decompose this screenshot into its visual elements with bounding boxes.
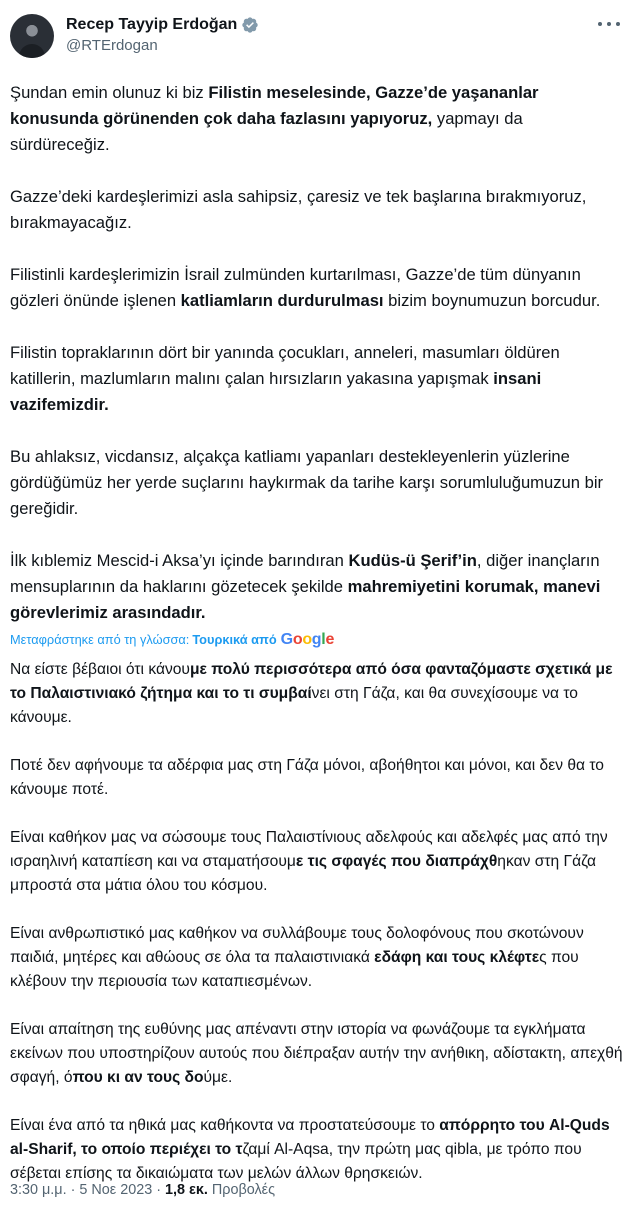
text-run: mahremiyetini korumak, manevi görevlerimiz arasındadır. [10,577,601,622]
text-run: ς που κλέβουν την περιουσία των καταπιεσμένων. [10,949,579,990]
text-run: Είναι καθήκον μας να σώσουμε τους Παλαιστίνιους αδελφούς και αδελφές μας από την ισραηλινή καταπίεση και να σταματήσουμ [10,829,608,870]
verified-badge-icon[interactable] [241,16,259,34]
text-run: Είναι ένα από τα ηθικά μας καθήκοντα να προστατεύσουμε το [10,1117,440,1134]
text-run: ύμε. [203,1069,233,1086]
paragraph [10,262,624,314]
text-run: ε τις σφαγές που διαπράχθ [295,853,498,870]
paragraph [10,340,624,418]
translation-note[interactable] [10,630,630,650]
paragraph [10,826,630,898]
text-run: απόρρητο του Al-Quds al-Sharif, το οποίο περιέχει το τ [10,1117,610,1158]
text-run: yapmayı da sürdüreceğiz. [10,109,523,154]
text-run: Είναι ανθρωπιστικό μας καθήκον να συλλάβουμε τους δολοφόνους που σκοτώνουν παιδιά, μητέρες και αθώους σε όλα τα παλαιστινιακά [10,925,584,966]
text-run: Şundan emin olunuz ki biz [10,83,209,102]
text-run: insani vazifemizdir. [10,369,542,414]
author-info [66,14,259,56]
tweet-header [10,12,630,64]
name-row [66,14,259,36]
text-run: Ποτέ δεν αφήνουμε τα αδέρφια μας στη Γάζα μόνοι, αβοήθητοι και μόνοι, και δεν θα το κάνουμε ποτέ. [10,757,604,798]
text-run: , diğer inançların mensuplarının da haklarını gözetecek şekilde [10,551,600,596]
text-run: Filistin meselesinde, Gazze’de yaşananlar konusunda görünenden çok daha fazlasını yapıyoruz, [10,83,539,128]
handle[interactable]: @RTErdogan [66,37,158,54]
text-run: katliamların durdurulması [180,291,384,310]
text-run: bizim boynumuzun borcudur. [383,291,601,310]
text-run: Είναι απαίτηση της ευθύνης μας απέναντι στην ιστορία να φωνάζουμε τα εγκλήματα εκείνων που υποστηρίζουν αυτούς που διέπραξαν αυτήν την ανήθικη, αδίστακτη, απεχθή σφαγή, ό [10,1021,623,1086]
paragraph [10,548,624,626]
tweet-date[interactable]: 5 Νοε 2023 [79,1182,153,1198]
google-logo: Google [280,631,335,648]
tweet-time[interactable]: 3:30 μ.μ. [10,1182,67,1198]
paragraph [10,922,630,994]
paragraph [10,184,624,236]
paragraph [10,444,624,522]
text-run: Bu ahlaksız, vicdansız, alçakça katliamı yapanları destekleyenlerin yüzlerine gördüğümüz her yerde suçlarını haykırmak da tarihe karşı sorumluluğumuzun bir gereğidir. [10,447,604,518]
meta-separator: · [66,1182,80,1198]
text-run: Gazze’deki kardeşlerimizi asla sahipsiz, çaresiz ve tek başlarına bırakmıyoruz, bırakmayacağız. [10,187,587,232]
paragraph [10,754,630,802]
paragraph [10,658,630,730]
translation-language: Τουρκικά από [192,632,277,647]
text-run: ζαμί Al-Aqsa, την πρώτη μας qibla, με τρόπο που σέβεται επίσης τα δικαιώματα των μελών άλλων θρησκειών. [10,1141,582,1182]
paragraph [10,80,624,158]
text-run: Filistinli kardeşlerimizin İsrail zulmünden kurtarılması, Gazze’de tüm dünyanın gözleri önünde işlenen [10,265,581,310]
avatar[interactable] [10,14,54,58]
text-run: που κι αν τους δο [72,1069,204,1086]
paragraph [10,1018,630,1090]
views-label: Προβολές [211,1182,276,1198]
display-name[interactable]: Recep Tayyip Erdoğan [66,16,238,33]
translation-prefix: Μεταφράστηκε από τη γλώσσα: [10,632,190,647]
meta-separator: · [152,1182,166,1198]
views-count: 1,8 εκ. [165,1182,208,1198]
text-run: ηκαν στη Γάζα μπροστά στα μάτια όλου του κόσμου. [10,853,596,894]
text-run: İlk kıblemiz Mescid-i Aksa’yı içinde barındıran [10,551,349,570]
text-run: εδάφη και τους κλέφτε [374,949,540,966]
text-run: νει στη Γάζα, και θα συνεχίσουμε να το κάνουμε. [10,685,578,726]
tweet-meta [10,1180,275,1200]
text-run: Filistin topraklarının dört bir yanında çocukları, anneleri, masumları öldüren katillerin, mazlumların malını çalan hırsızların yakasına yapışmak [10,343,560,388]
tweet-translated-text [10,658,630,1186]
text-run: Να είστε βέβαιοι ότι κάνου [10,661,190,678]
text-run: Kudüs-ü Şerif’in [348,551,477,570]
text-run: με πολύ περισσότερα από όσα φανταζόμαστε σχετικά με το Παλαιστινιακό ζήτημα και το τι συμβαί [10,661,613,702]
more-options-icon[interactable] [598,18,620,30]
paragraph [10,1114,630,1186]
tweet-original-text [10,80,630,626]
